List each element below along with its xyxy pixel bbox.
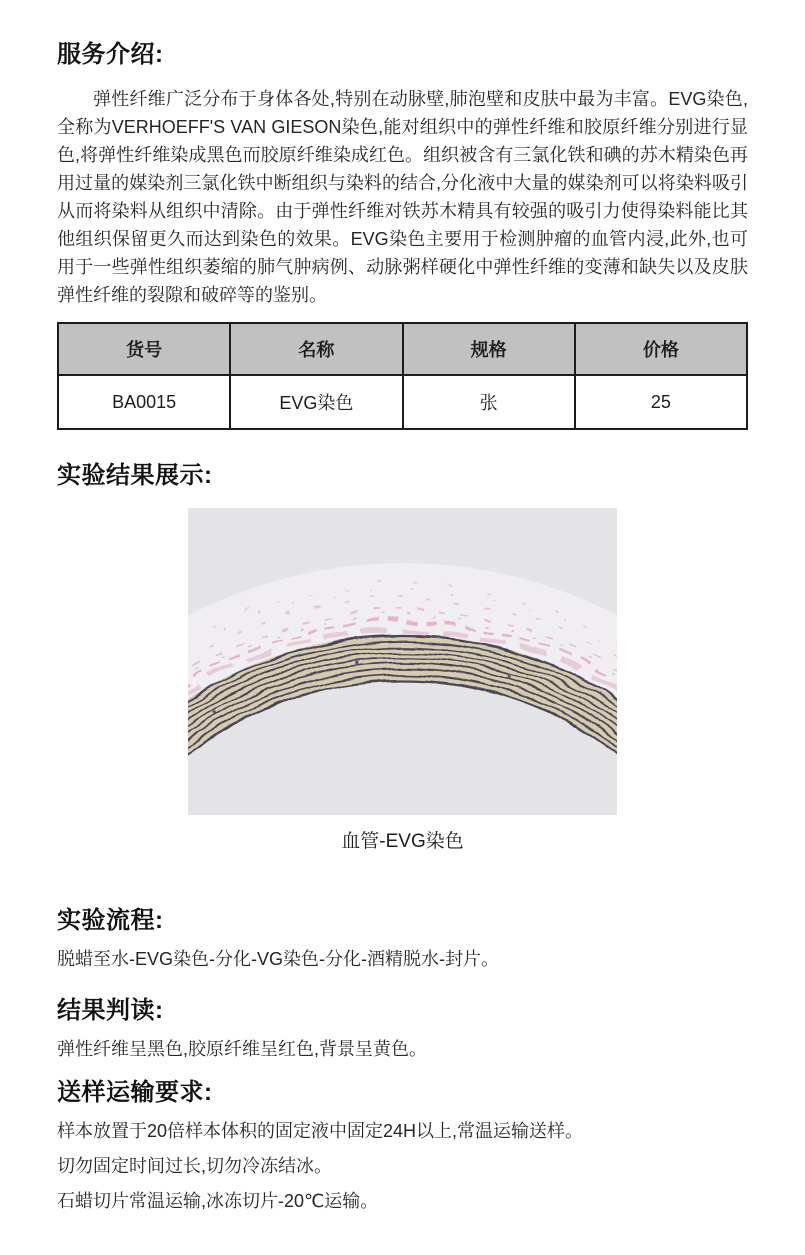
th-price: 价格 (575, 323, 747, 375)
heading-procedure: 实验流程: (57, 907, 164, 934)
th-spec: 规格 (403, 323, 575, 375)
th-item-no: 货号 (58, 323, 230, 375)
interpretation-text: 弹性纤维呈黑色,胶原纤维呈红色,背景呈黄色。 (57, 1039, 427, 1059)
shipping-line-3: 石蜡切片常温运输,冰冻切片-20℃运输。 (57, 1191, 379, 1211)
procedure-text: 脱蜡至水-EVG染色-分化-VG染色-分化-酒精脱水-封片。 (57, 949, 499, 969)
th-name: 名称 (230, 323, 402, 375)
micrograph-caption: 血管-EVG染色 (341, 831, 464, 852)
heading-service-intro: 服务介绍: (57, 41, 164, 68)
product-table-header-row (58, 323, 747, 375)
td-item-no: BA0015 (58, 375, 230, 429)
product-table-head (58, 323, 747, 375)
service-intro-paragraph: 弹性纤维广泛分布于身体各处,特别在动脉壁,肺泡壁和皮肤中最为丰富。EVG染色,全称为VERHOEFF'S VAN GIESON染色,能对组织中的弹性纤维和胶原纤维分别进行显色,将弹性纤维染成黑色而胶原纤维染成红色。组织被含有三氯化铁和碘的苏木精染色再用过量的媒染剂三氯化铁中断组织与染料的结合,分化液中大量的媒染剂可以将染料吸引从而将染料从组织中清除。由于弹性纤维对铁苏木精具有较强的吸引力使得染料能比其他组织保留更久而达到染色的效果。EVG染色主要用于检测肿瘤的血管内浸,此外,也可用于一些弹性组织萎缩的肺气肿病例、动脉粥样硬化中弹性纤维的变薄和缺失以及皮肤弹性纤维的裂隙和破碎等的鉴别。 (57, 89, 748, 305)
heading-interpretation: 结果判读: (57, 997, 164, 1024)
td-name: EVG染色 (230, 375, 402, 429)
heading-results: 实验结果展示: (57, 462, 213, 489)
micrograph-svg (188, 508, 617, 815)
micrograph-image (188, 508, 617, 815)
product-table-body (58, 375, 747, 429)
shipping-line-2: 切勿固定时间过长,切勿冷冻结冰。 (57, 1156, 332, 1176)
td-spec: 张 (403, 375, 575, 429)
shipping-line-1: 样本放置于20倍样本体积的固定液中固定24H以上,常温运输送样。 (57, 1121, 584, 1141)
heading-shipping: 送样运输要求: (57, 1079, 213, 1106)
td-price: 25 (575, 375, 747, 429)
product-table-row (58, 375, 747, 429)
product-table (57, 322, 748, 430)
